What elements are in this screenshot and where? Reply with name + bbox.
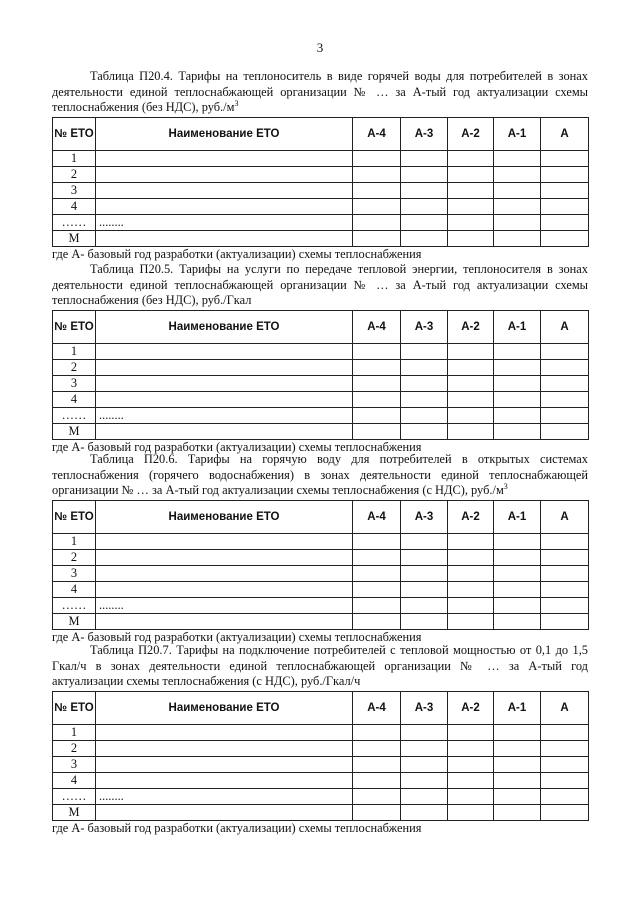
table-cell: ........ bbox=[96, 788, 353, 804]
table-cell bbox=[494, 740, 541, 756]
table-cell: 1 bbox=[53, 724, 96, 740]
table-cell bbox=[541, 375, 589, 391]
table-cell bbox=[401, 613, 448, 629]
table-cell bbox=[541, 597, 589, 613]
table-cell bbox=[541, 581, 589, 597]
column-header: А bbox=[541, 500, 589, 533]
table-cell bbox=[401, 407, 448, 423]
table-cell bbox=[541, 788, 589, 804]
table-cell bbox=[353, 772, 401, 788]
table-row bbox=[53, 788, 589, 804]
table-cell: 2 bbox=[53, 740, 96, 756]
table-cell: 3 bbox=[53, 756, 96, 772]
table-cell bbox=[353, 740, 401, 756]
column-header: А bbox=[541, 117, 589, 150]
table-cell bbox=[353, 375, 401, 391]
table-cell bbox=[494, 182, 541, 198]
table-cell bbox=[401, 565, 448, 581]
table-cell: 3 bbox=[53, 375, 96, 391]
column-header: А-1 bbox=[494, 117, 541, 150]
table-cell bbox=[401, 724, 448, 740]
table-header-row bbox=[53, 691, 589, 724]
table-caption-text: Таблица П20.4. Тарифы на теплоноситель в виде горячей воды для потребителей в зонах деятельности единой теплоснабжающей организации № … за А-тый год актуализации схемы теплоснабжения (без НДС), руб./м bbox=[52, 69, 588, 114]
table-cell bbox=[541, 423, 589, 439]
table-cell bbox=[401, 359, 448, 375]
table-row bbox=[53, 423, 589, 439]
table-row bbox=[53, 740, 589, 756]
table-cell bbox=[353, 724, 401, 740]
column-header: Наименование ЕТО bbox=[96, 117, 353, 150]
table-cell bbox=[401, 391, 448, 407]
column-header: № ЕТО bbox=[53, 310, 96, 343]
table-cell bbox=[494, 597, 541, 613]
table-cell bbox=[96, 740, 353, 756]
table-cell bbox=[494, 565, 541, 581]
table-cell bbox=[353, 343, 401, 359]
page-number: 3 bbox=[316, 40, 324, 55]
table-cell bbox=[448, 804, 494, 820]
table-row bbox=[53, 166, 589, 182]
table-cell bbox=[494, 198, 541, 214]
table-cell: 3 bbox=[53, 565, 96, 581]
table-row bbox=[53, 198, 589, 214]
tariff-table bbox=[52, 691, 589, 821]
table-cell bbox=[96, 565, 353, 581]
table-cell bbox=[401, 343, 448, 359]
table-cell bbox=[353, 230, 401, 246]
table-cell bbox=[448, 375, 494, 391]
table-cell bbox=[494, 804, 541, 820]
tariff-table bbox=[52, 310, 589, 440]
table-cell: М bbox=[53, 804, 96, 820]
table-cell bbox=[494, 423, 541, 439]
table-cell bbox=[494, 772, 541, 788]
table-cell bbox=[494, 533, 541, 549]
table-cell: 4 bbox=[53, 581, 96, 597]
table-cell bbox=[494, 613, 541, 629]
table-cell bbox=[541, 343, 589, 359]
table-caption bbox=[52, 69, 588, 116]
table-cell bbox=[494, 359, 541, 375]
table-cell bbox=[401, 788, 448, 804]
unit-superscript: 3 bbox=[503, 482, 508, 491]
table-cell bbox=[448, 772, 494, 788]
table-cell bbox=[353, 756, 401, 772]
table-cell: 3 bbox=[53, 182, 96, 198]
table-cell bbox=[494, 375, 541, 391]
table-cell bbox=[541, 740, 589, 756]
table-caption-text: Таблица П20.7. Тарифы на подключение потребителей с тепловой мощностью от 0,1 до 1,5 Гкал/ч в зонах деятельности единой теплоснабжающей организации № … за А-тый год актуализации схемы теплоснабжения (с НДС), руб./Гкал/ч bbox=[52, 643, 588, 688]
table-cell bbox=[541, 613, 589, 629]
column-header: А bbox=[541, 310, 589, 343]
column-header: № ЕТО bbox=[53, 117, 96, 150]
table-cell: 4 bbox=[53, 391, 96, 407]
table-header-row bbox=[53, 117, 589, 150]
table-cell bbox=[96, 359, 353, 375]
table-row bbox=[53, 182, 589, 198]
table-row bbox=[53, 375, 589, 391]
table-row bbox=[53, 549, 589, 565]
tariff-table-block bbox=[52, 643, 588, 836]
column-header: А-4 bbox=[353, 117, 401, 150]
table-cell bbox=[448, 166, 494, 182]
table-cell bbox=[401, 182, 448, 198]
tariff-table-block bbox=[52, 452, 588, 645]
table-cell: 1 bbox=[53, 150, 96, 166]
table-row bbox=[53, 150, 589, 166]
table-row bbox=[53, 772, 589, 788]
table-cell: …… bbox=[53, 788, 96, 804]
table-cell bbox=[401, 756, 448, 772]
table-row bbox=[53, 597, 589, 613]
table-footnote: где А- базовый год разработки (актуализации) схемы теплоснабжения bbox=[52, 246, 422, 261]
table-cell bbox=[401, 230, 448, 246]
table-cell: …… bbox=[53, 597, 96, 613]
table-cell bbox=[448, 549, 494, 565]
table-row bbox=[53, 214, 589, 230]
tariff-table bbox=[52, 117, 589, 247]
table-cell bbox=[541, 565, 589, 581]
table-cell bbox=[96, 391, 353, 407]
table-cell bbox=[448, 565, 494, 581]
table-cell bbox=[353, 533, 401, 549]
table-cell bbox=[448, 756, 494, 772]
column-header: А-3 bbox=[401, 691, 448, 724]
table-cell bbox=[541, 182, 589, 198]
column-header: Наименование ЕТО bbox=[96, 310, 353, 343]
table-cell bbox=[96, 198, 353, 214]
table-cell bbox=[448, 391, 494, 407]
table-caption bbox=[52, 262, 588, 309]
unit-superscript: 3 bbox=[234, 99, 239, 108]
table-cell bbox=[494, 391, 541, 407]
table-cell bbox=[494, 549, 541, 565]
table-cell: …… bbox=[53, 214, 96, 230]
table-cell bbox=[448, 214, 494, 230]
table-cell bbox=[96, 182, 353, 198]
table-cell bbox=[494, 756, 541, 772]
table-cell bbox=[353, 407, 401, 423]
table-footnote: где А- базовый год разработки (актуализации) схемы теплоснабжения bbox=[52, 439, 422, 454]
table-cell bbox=[96, 166, 353, 182]
table-row bbox=[53, 804, 589, 820]
table-caption bbox=[52, 643, 588, 690]
table-cell bbox=[448, 182, 494, 198]
table-cell bbox=[401, 150, 448, 166]
table-cell bbox=[353, 166, 401, 182]
table-cell bbox=[541, 756, 589, 772]
table-footnote: где А- базовый год разработки (актуализации) схемы теплоснабжения bbox=[52, 629, 422, 644]
table-cell: ........ bbox=[96, 214, 353, 230]
table-cell bbox=[494, 581, 541, 597]
table-row bbox=[53, 407, 589, 423]
table-caption-text: Таблица П20.6. Тарифы на горячую воду для потребителей в открытых системах теплоснабжения (горячего водоснабжения) в зонах деятельности единой теплоснабжающей организации № … за А-тый год актуализации схемы теплоснабжения (с НДС), руб./м bbox=[52, 452, 588, 497]
table-cell: М bbox=[53, 423, 96, 439]
table-cell: М bbox=[53, 230, 96, 246]
table-cell bbox=[541, 407, 589, 423]
column-header: Наименование ЕТО bbox=[96, 691, 353, 724]
table-cell bbox=[353, 182, 401, 198]
column-header: № ЕТО bbox=[53, 691, 96, 724]
column-header: А-1 bbox=[494, 310, 541, 343]
table-cell bbox=[541, 804, 589, 820]
table-cell bbox=[401, 214, 448, 230]
table-cell: 1 bbox=[53, 533, 96, 549]
table-cell bbox=[96, 533, 353, 549]
tariff-table-block bbox=[52, 69, 588, 262]
table-cell bbox=[401, 198, 448, 214]
table-cell: 1 bbox=[53, 343, 96, 359]
column-header: № ЕТО bbox=[53, 500, 96, 533]
table-cell bbox=[448, 359, 494, 375]
column-header: Наименование ЕТО bbox=[96, 500, 353, 533]
table-cell bbox=[96, 804, 353, 820]
column-header: А-2 bbox=[448, 691, 494, 724]
column-header: А-2 bbox=[448, 500, 494, 533]
table-cell bbox=[448, 740, 494, 756]
table-header-row bbox=[53, 500, 589, 533]
table-cell bbox=[96, 343, 353, 359]
table-cell bbox=[494, 407, 541, 423]
table-cell: М bbox=[53, 613, 96, 629]
column-header: А-1 bbox=[494, 691, 541, 724]
table-cell bbox=[401, 740, 448, 756]
table-row bbox=[53, 359, 589, 375]
table-cell bbox=[353, 549, 401, 565]
table-cell bbox=[494, 230, 541, 246]
table-cell: 2 bbox=[53, 549, 96, 565]
table-cell bbox=[494, 343, 541, 359]
table-cell bbox=[401, 581, 448, 597]
table-cell bbox=[353, 788, 401, 804]
column-header: А-4 bbox=[353, 310, 401, 343]
table-cell bbox=[353, 613, 401, 629]
tariff-table bbox=[52, 500, 589, 630]
table-cell bbox=[541, 391, 589, 407]
column-header: А-3 bbox=[401, 117, 448, 150]
table-cell: …… bbox=[53, 407, 96, 423]
table-cell bbox=[448, 613, 494, 629]
table-row bbox=[53, 724, 589, 740]
table-row bbox=[53, 581, 589, 597]
table-cell bbox=[96, 230, 353, 246]
table-cell bbox=[353, 150, 401, 166]
table-cell bbox=[401, 375, 448, 391]
table-cell bbox=[401, 533, 448, 549]
table-cell bbox=[353, 359, 401, 375]
table-cell bbox=[401, 166, 448, 182]
table-cell bbox=[96, 150, 353, 166]
table-cell bbox=[541, 230, 589, 246]
table-cell bbox=[353, 804, 401, 820]
table-cell bbox=[96, 772, 353, 788]
table-cell bbox=[541, 772, 589, 788]
table-cell bbox=[96, 613, 353, 629]
table-cell bbox=[448, 343, 494, 359]
table-cell bbox=[401, 549, 448, 565]
table-cell bbox=[448, 407, 494, 423]
table-cell bbox=[96, 581, 353, 597]
table-row bbox=[53, 756, 589, 772]
table-cell bbox=[494, 788, 541, 804]
table-cell bbox=[96, 756, 353, 772]
table-row bbox=[53, 343, 589, 359]
table-cell bbox=[541, 359, 589, 375]
table-caption bbox=[52, 452, 588, 499]
table-cell bbox=[448, 198, 494, 214]
table-cell: 4 bbox=[53, 198, 96, 214]
table-cell bbox=[353, 391, 401, 407]
table-cell: 2 bbox=[53, 166, 96, 182]
table-footnote: где А- базовый год разработки (актуализации) схемы теплоснабжения bbox=[52, 820, 422, 835]
table-cell bbox=[541, 166, 589, 182]
table-row bbox=[53, 391, 589, 407]
table-cell bbox=[353, 597, 401, 613]
table-cell bbox=[353, 581, 401, 597]
table-cell bbox=[96, 724, 353, 740]
column-header: А-4 bbox=[353, 691, 401, 724]
table-cell bbox=[541, 150, 589, 166]
table-cell bbox=[494, 150, 541, 166]
column-header: А-1 bbox=[494, 500, 541, 533]
table-cell bbox=[448, 423, 494, 439]
column-header: А-3 bbox=[401, 500, 448, 533]
table-cell: 4 bbox=[53, 772, 96, 788]
table-cell bbox=[401, 423, 448, 439]
table-row bbox=[53, 533, 589, 549]
table-cell bbox=[448, 724, 494, 740]
table-header-row bbox=[53, 310, 589, 343]
table-cell bbox=[494, 724, 541, 740]
column-header: А-2 bbox=[448, 117, 494, 150]
table-cell bbox=[96, 423, 353, 439]
table-cell: 2 bbox=[53, 359, 96, 375]
table-cell bbox=[448, 533, 494, 549]
column-header: А-2 bbox=[448, 310, 494, 343]
table-row bbox=[53, 613, 589, 629]
table-row bbox=[53, 565, 589, 581]
table-row bbox=[53, 230, 589, 246]
column-header: А-4 bbox=[353, 500, 401, 533]
column-header: А-3 bbox=[401, 310, 448, 343]
table-cell bbox=[448, 230, 494, 246]
table-cell bbox=[96, 375, 353, 391]
table-cell bbox=[353, 565, 401, 581]
column-header: А bbox=[541, 691, 589, 724]
table-cell bbox=[448, 788, 494, 804]
table-cell: ........ bbox=[96, 407, 353, 423]
tariff-table-block bbox=[52, 262, 588, 455]
table-cell bbox=[353, 198, 401, 214]
table-cell bbox=[401, 804, 448, 820]
table-caption-text: Таблица П20.5. Тарифы на услуги по передаче тепловой энергии, теплоносителя в зонах деятельности единой теплоснабжающей организации № … за А-тый год актуализации схемы теплоснабжения (без НДС), руб./Гкал bbox=[52, 262, 588, 307]
table-cell bbox=[494, 166, 541, 182]
table-cell bbox=[541, 724, 589, 740]
table-cell bbox=[401, 772, 448, 788]
table-cell bbox=[494, 214, 541, 230]
table-cell bbox=[353, 214, 401, 230]
table-cell bbox=[448, 150, 494, 166]
table-cell bbox=[541, 549, 589, 565]
table-cell bbox=[353, 423, 401, 439]
table-cell bbox=[448, 581, 494, 597]
table-cell bbox=[541, 533, 589, 549]
table-cell: ........ bbox=[96, 597, 353, 613]
table-cell bbox=[96, 549, 353, 565]
table-cell bbox=[448, 597, 494, 613]
table-cell bbox=[541, 198, 589, 214]
table-cell bbox=[541, 214, 589, 230]
table-cell bbox=[401, 597, 448, 613]
